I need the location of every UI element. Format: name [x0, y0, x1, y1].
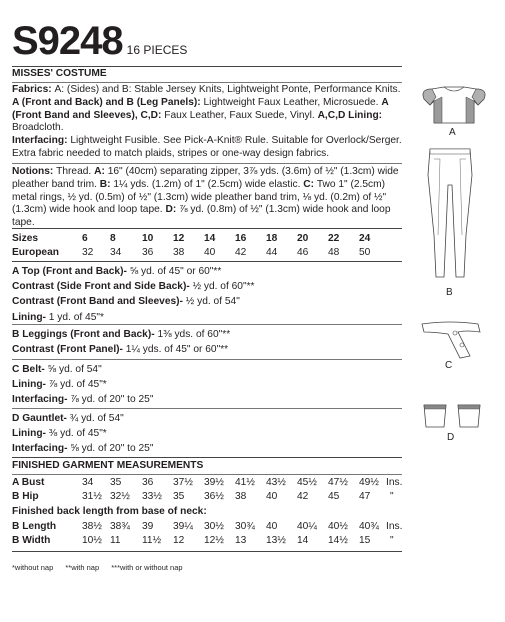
header	[12, 18, 187, 64]
view-a-label: A	[449, 127, 456, 138]
european-sizes-row: European 32 34 36 38 40 42 44 46 48 50	[12, 247, 371, 258]
pattern-number: S9248	[12, 19, 123, 63]
yardage-a: A Top (Front and Back)- ⅝ yd. of 45" or 60"** Contrast (Side Front and Side Back)- ½ yd. of 60"** Contrast (Front Band and Sleeves)- ½ yd. of 54" Lining- 1 yd. of 45"*	[12, 266, 255, 323]
view-c-belt-illustration	[420, 318, 484, 360]
b-width-row: B Width 10½ 11 11½ 12 12½ 13 13½ 14 14½ 15 "	[12, 535, 394, 546]
divider	[12, 551, 402, 552]
divider	[12, 359, 402, 360]
view-c-label: C	[445, 360, 453, 371]
divider	[12, 474, 402, 475]
divider	[12, 228, 402, 229]
divider	[12, 66, 402, 67]
view-a-top-illustration	[418, 85, 490, 130]
yardage-d: D Gauntlet- ¾ yd. of 54" Lining- ⅜ yd. of 45"* Interfacing- ⅝ yd. of 20" to 25"	[12, 413, 154, 455]
back-length-title: Finished back length from base of neck:	[12, 506, 207, 517]
divider	[12, 324, 402, 325]
divider	[12, 163, 402, 164]
bust-row: A Bust 34 35 36 37½ 39½ 41½ 43½ 45½ 47½ 49½ Ins.	[12, 477, 403, 488]
sizes-row: Sizes 6 8 10 12 14 16 18 20 22 24	[12, 233, 371, 244]
measurements-title: FINISHED GARMENT MEASUREMENTS	[12, 460, 204, 471]
yardage-c: C Belt- ⅝ yd. of 54" Lining- ⅞ yd. of 45"* Interfacing- ⅞ yd. of 20" to 25"	[12, 364, 154, 406]
divider	[12, 82, 402, 83]
hip-row: B Hip 31½ 32½ 33½ 35 36½ 38 40 42 45 47 "	[12, 491, 394, 502]
yardage-b: B Leggings (Front and Back)- 1⅜ yds. of 60"** Contrast (Front Panel)- 1¼ yds. of 45" or 60"**	[12, 329, 231, 356]
piece-count: 16 PIECES	[126, 43, 188, 57]
fabrics-block: Fabrics: A: (Sides) and B: Stable Jersey Knits, Lightweight Ponte, Performance Knits. A (Front and Back) and B (Leg Panels): Lightweight Faux Leather, Microsuede. A (Front Band and Sleeves), C,D: Faux Leather, Faux Suede, Vinyl. A,C,D Lining: Broadcloth. Interfacing: Lightweight Fusible. See Pick-A-Knit® Rule. Suitable for Overlock/Serger. Extra fabric needed to match plaids, stripes or one-way design fabrics.	[12, 84, 402, 159]
view-d-gauntlet-illustration	[422, 403, 482, 431]
view-b-leggings-illustration	[420, 145, 480, 285]
divider	[12, 408, 402, 409]
section-title: MISSES' COSTUME	[12, 68, 107, 79]
b-length-row: B Length 38½ 38¾ 39 39¼ 30½ 30¾ 40 40¼ 40½ 40¾ Ins.	[12, 521, 403, 532]
footnotes: *without nap **with nap ***with or without nap	[12, 563, 183, 572]
view-b-label: B	[446, 287, 453, 298]
divider	[12, 457, 402, 458]
view-d-label: D	[447, 432, 455, 443]
divider	[12, 261, 402, 262]
notions-block: Notions: Thread. A: 16" (40cm) separating zipper, 3⅞ yds. (3.6m) of ½" (1.3cm) wide pleather band trim. B: 1¼ yds. (1.2m) of 1" (2.5cm) wide elastic. C: Two 1" (2.5cm) metal rings, ½ yd. (0.5m) of ½" (1.3cm) wide pleather band trim, ⅛ yd. (0.2m) of ½" (1.3cm) wide hook and loop tape. D: ⅞ yd. (0.8m) of ½" (1.3cm) wide hook and loop tape.	[12, 166, 399, 229]
